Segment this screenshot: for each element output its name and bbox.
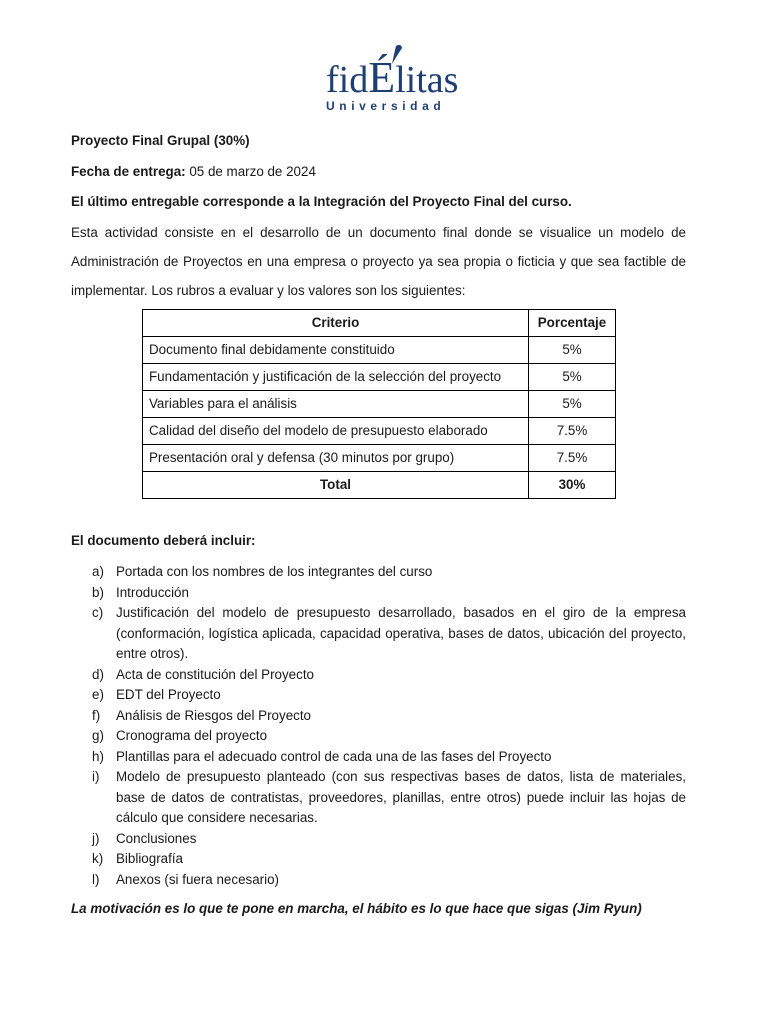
list-item [71,870,686,891]
list-marker: b) [92,584,104,600]
list-item-text: Bibliografía [116,851,183,866]
table-row [143,391,616,418]
lead-statement: El último entregable corresponde a la Integración del Proyecto Final del curso. [71,194,572,209]
list-marker: l) [92,871,100,887]
rubric-criterio: Variables para el análisis [143,391,529,418]
rubric-table [142,309,616,499]
list-item [71,706,686,727]
list-item-text: Conclusiones [116,830,197,846]
list-item-text: Introducción [116,584,189,600]
rubric-header-porcentaje: Porcentaje [529,310,616,337]
list-item-text: Análisis de Riesgos del Proyecto [116,707,312,723]
deliverables-list [71,562,686,890]
list-item-text: Modelo de presupuesto planteado (con sus respectivas bases de datos, lista de materiales, base de datos de contratistas, proveedores, planillas, entre otros) puede incluir las hojas de cálculo que considere necesarias. [116,769,686,825]
table-row [143,418,616,445]
logo-word-suffix: litas [395,59,458,101]
list-marker: d) [92,666,104,682]
list-item [71,829,686,850]
due-date-line [71,162,686,182]
due-date-value: 05 de marzo de 2024 [185,164,316,179]
rubric-total-value: 30% [529,472,616,499]
list-item [71,767,686,829]
rubric-porcentaje: 7.5% [529,445,616,472]
list-item-text: Anexos (si fuera necesario) [116,871,279,887]
activity-description: Esta actividad consiste en el desarrollo de un documento final donde se visualice un modelo de Administración de Proyectos en una empresa o proyecto ya sea propia o ficticia y que sea factible de implementar. Los rubros a evaluar y los valores son los siguientes: [71,225,686,298]
list-item [71,747,686,768]
rubric-porcentaje: 5% [529,364,616,391]
list-item-text: Plantillas para el adecuado control de cada una de las fases del Proyecto [116,748,552,764]
list-marker: c) [92,605,104,620]
list-marker: e) [92,687,104,702]
rubric-criterio: Presentación oral y defensa (30 minutos por grupo) [143,445,529,472]
logo-word-prefix: fid [326,59,369,101]
list-item [71,726,686,747]
rubric-header-row [143,310,616,337]
list-item-text: Cronograma del proyecto [116,728,268,743]
list-item-text: EDT del Proyecto [116,687,221,702]
rubric-porcentaje: 5% [529,337,616,364]
rubric-porcentaje: 7.5% [529,418,616,445]
list-marker: f) [92,707,101,723]
table-row [143,337,616,364]
list-marker: k) [92,851,104,866]
list-item [71,685,686,706]
rubric-header-criterio: Criterio [143,310,529,337]
document-heading: El documento deberá incluir: [71,533,256,548]
list-marker: a) [92,564,104,579]
list-item [71,665,686,686]
list-item [71,849,686,870]
list-item-text: Acta de constitución del Proyecto [116,666,314,682]
rubric-total-row [143,472,616,499]
list-marker: g) [92,728,104,743]
rubric-criterio: Calidad del diseño del modelo de presupuesto elaborado [143,418,529,445]
rubric-criterio: Fundamentación y justificación de la selección del proyecto [143,364,529,391]
rubric-porcentaje: 5% [529,391,616,418]
table-row [143,364,616,391]
logo-subtitle: Universidad [326,99,446,113]
project-title: Proyecto Final Grupal (30%) [71,133,250,148]
logo-word-accent: É [368,53,396,102]
due-date-label: Fecha de entrega: [71,164,186,179]
university-logo [322,42,458,116]
rubric-total-label: Total [143,472,529,499]
list-item-text: Justificación del modelo de presupuesto desarrollado, basados en el giro de la empresa (conformación, logística aplicada, capacidad operativa, bases de datos, ubicación del proyecto, entre otros). [116,605,686,661]
table-row [143,445,616,472]
list-item-text: Portada con los nombres de los integrantes del curso [116,564,433,579]
list-item [71,562,686,583]
svg-text:fidÉlitas [326,53,458,102]
rubric-criterio: Documento final debidamente constituido [143,337,529,364]
motivational-quote: La motivación es lo que te pone en marcha, el hábito es lo que hace que sigas (Jim Ryun) [71,901,642,916]
list-marker: h) [92,748,104,764]
list-marker: j) [92,830,100,846]
list-marker: i) [92,769,100,784]
list-item [71,583,686,604]
list-item [71,603,686,665]
